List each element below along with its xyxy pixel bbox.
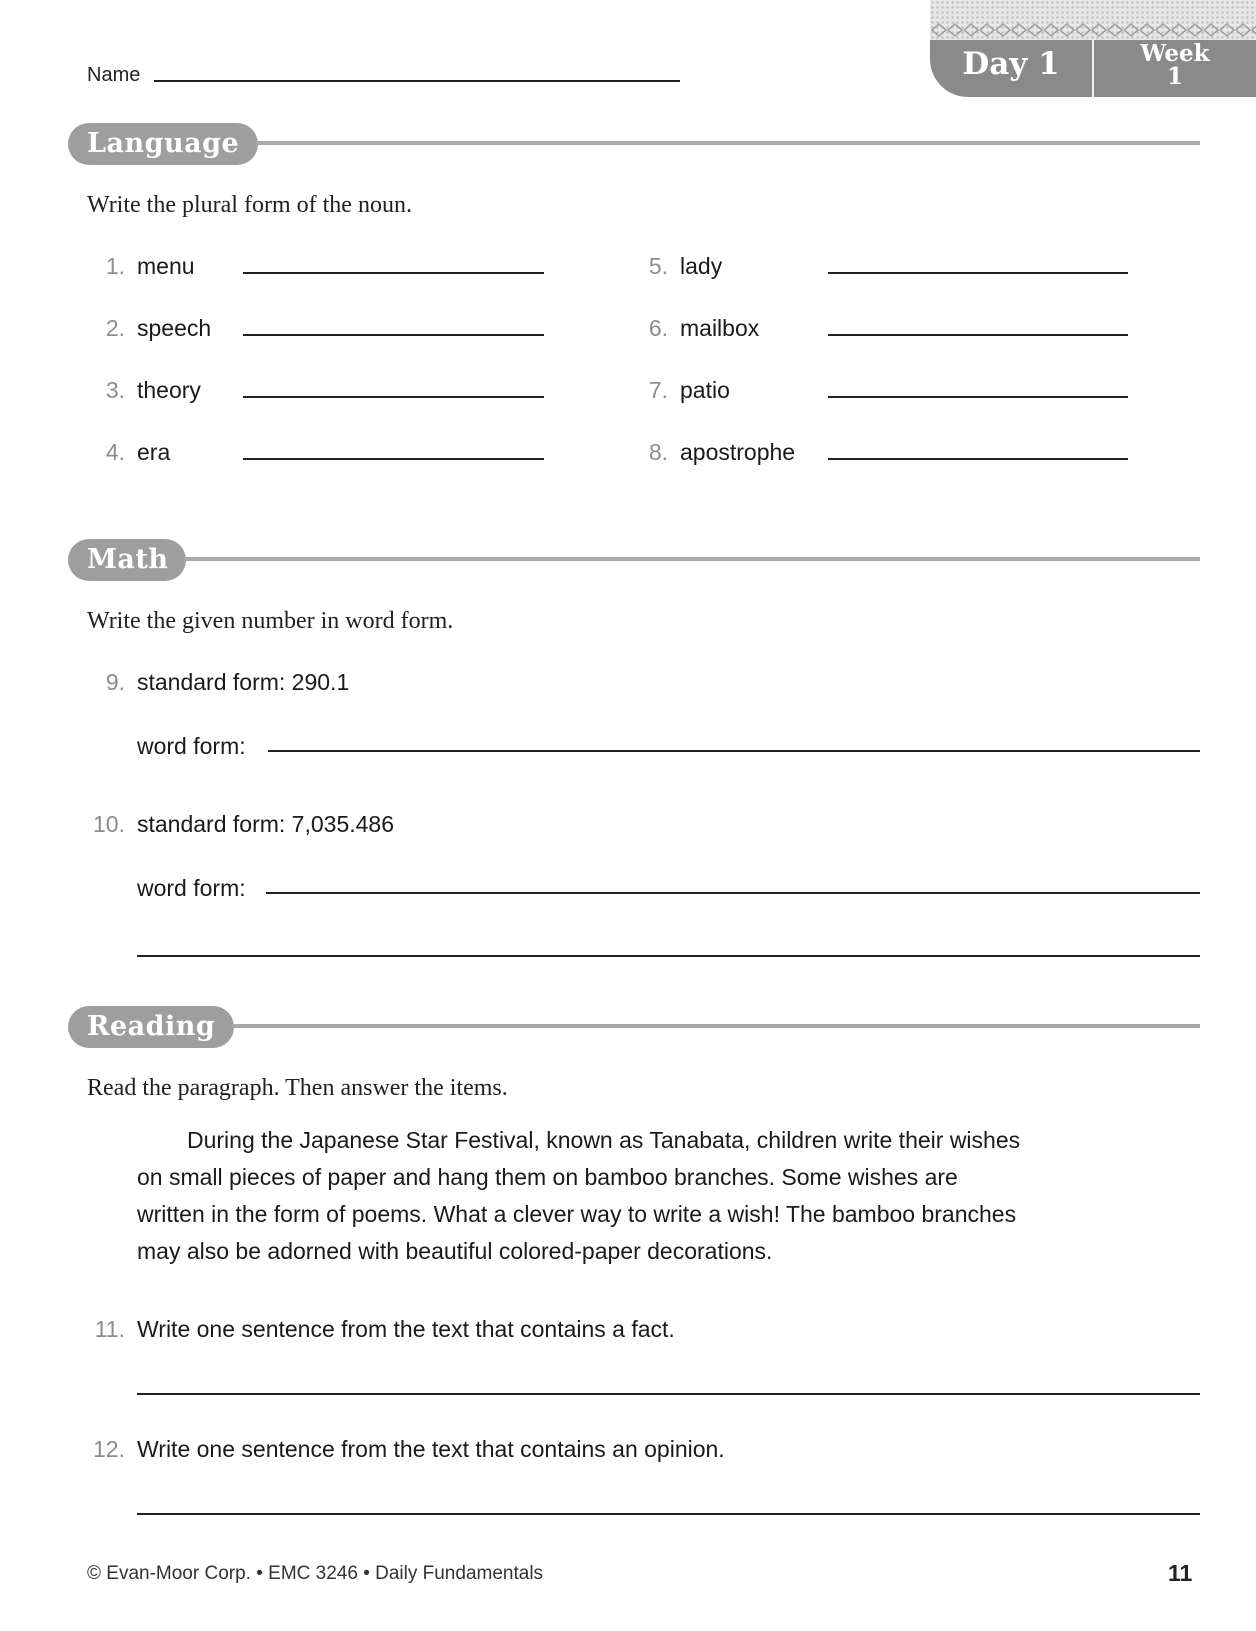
question-prompt: Write one sentence from the text that contains an opinion. (137, 1436, 725, 1462)
paragraph-line: During the Japanese Star Festival, known as Tanabata, children write their wishes (187, 1127, 1021, 1153)
paragraph-line: on small pieces of paper and hang them on bamboo branches. Some wishes are (137, 1164, 958, 1190)
answer-line[interactable] (137, 955, 1200, 957)
page-number: 11 (1168, 1560, 1193, 1586)
day-label: Day 1 (962, 46, 1060, 82)
name-answer-line[interactable] (154, 80, 680, 82)
question-prompt: Write one sentence from the text that contains a fact. (137, 1316, 675, 1342)
item-number: 6. (648, 315, 668, 341)
footer-copyright: © Evan-Moor Corp. • EMC 3246 • Daily Fundamentals (87, 1563, 544, 1584)
word-form-label: word form: (137, 875, 246, 901)
answer-line[interactable] (828, 334, 1128, 336)
item-number: 2. (105, 315, 125, 341)
item-number: 11. (94, 1316, 125, 1342)
item-number: 8. (648, 439, 668, 465)
item-number: 9. (105, 669, 125, 695)
paragraph-line: written in the form of poems. What a clever way to write a wish! The bamboo branches (137, 1201, 1017, 1227)
week-number: 1 (1166, 63, 1183, 90)
language-instruction: Write the plural form of the noun. (87, 192, 412, 218)
noun-word: mailbox (680, 315, 760, 341)
answer-line[interactable] (243, 458, 544, 460)
language-section-title: Language (68, 123, 258, 165)
math-section-title: Math (68, 539, 186, 581)
item-number: 7. (648, 377, 668, 403)
answer-line[interactable] (243, 334, 544, 336)
diamond-pattern-icon (930, 22, 1256, 38)
answer-line[interactable] (268, 750, 1200, 752)
item-number: 10. (93, 811, 125, 837)
standard-form-prompt: standard form: 7,035.486 (137, 811, 394, 837)
reading-instruction: Read the paragraph. Then answer the items. (87, 1075, 508, 1101)
noun-word: lady (680, 253, 723, 279)
noun-word: era (137, 439, 171, 465)
word-form-label: word form: (137, 733, 246, 759)
language-section-rule (256, 141, 1200, 145)
reading-section-rule (232, 1024, 1200, 1028)
item-number: 4. (105, 439, 125, 465)
noun-word: patio (680, 377, 730, 403)
answer-line[interactable] (243, 272, 544, 274)
answer-line[interactable] (243, 396, 544, 398)
answer-line[interactable] (828, 458, 1128, 460)
noun-word: apostrophe (680, 439, 796, 465)
math-instruction: Write the given number in word form. (87, 608, 454, 634)
noun-word: speech (137, 315, 212, 341)
name-label: Name (87, 64, 141, 86)
answer-line[interactable] (828, 272, 1128, 274)
standard-form-prompt: standard form: 290.1 (137, 669, 350, 695)
answer-line[interactable] (137, 1513, 1200, 1515)
noun-word: theory (137, 377, 201, 403)
item-number: 1. (105, 253, 125, 279)
week-label (1094, 42, 1256, 88)
noun-word: menu (137, 253, 195, 279)
day-week-tab (930, 0, 1256, 97)
answer-line[interactable] (828, 396, 1128, 398)
reading-paragraph (137, 1122, 1097, 1270)
math-section-rule (184, 557, 1200, 561)
paragraph-line: may also be adorned with beautiful colored-paper decorations. (137, 1238, 773, 1264)
item-number: 3. (105, 377, 125, 403)
reading-section-title: Reading (68, 1006, 234, 1048)
item-number: 5. (648, 253, 668, 279)
answer-line[interactable] (137, 1393, 1200, 1395)
item-number: 12. (93, 1436, 125, 1462)
answer-line[interactable] (266, 892, 1200, 894)
week-text: Week (1140, 40, 1210, 67)
